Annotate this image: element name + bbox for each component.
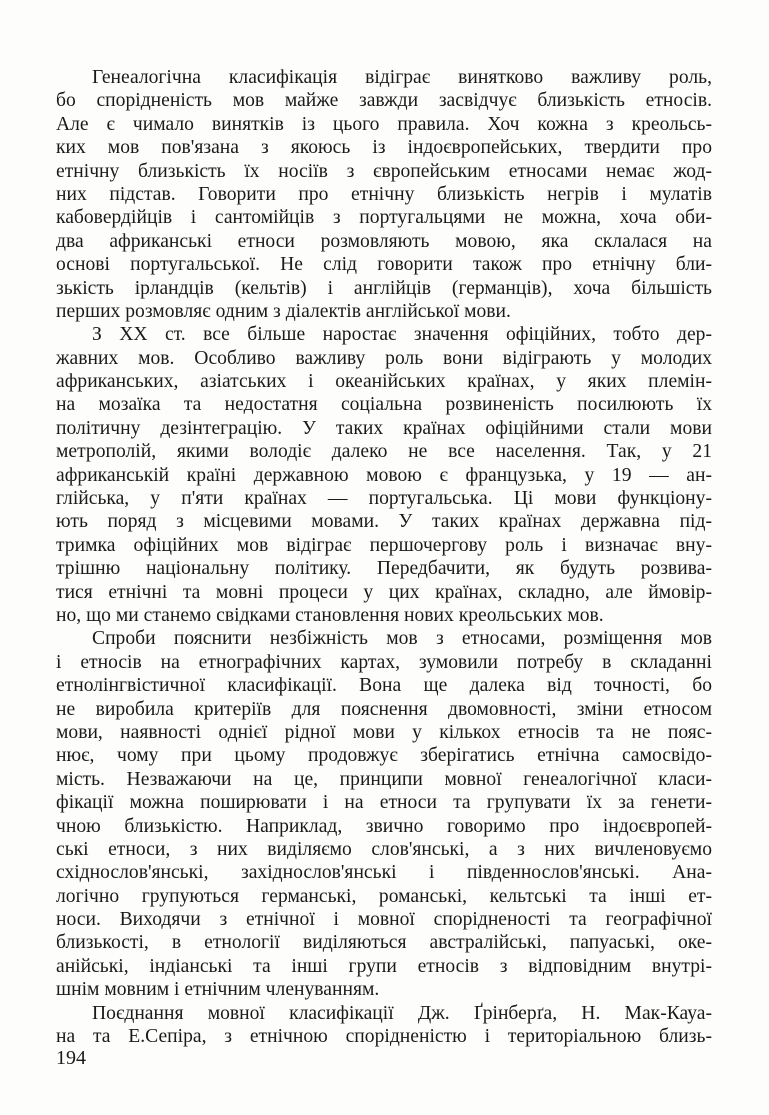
text-line: них підстав. Говорити про етнічну близькість негрів і мулатів: [56, 183, 712, 205]
text-line: на мозаїка та недостатня соціальна розвиненість посилюють їх: [56, 394, 712, 416]
page-number: 194: [56, 1047, 86, 1069]
text-line: бо спорідненість мов майже завжди засвідчує близькість етносів.: [56, 90, 712, 112]
paragraph-2: [56, 323, 712, 627]
text-line: на та Е.Сепіра, з етнічною спорідненістю і територіальною близь-: [56, 1026, 712, 1048]
text-line: ські етноси, з них виділяємо слов'янські, а з них вичленовуємо: [56, 838, 712, 860]
text-line: африканській країні державною мовою є французька, у 19 — ан-: [56, 464, 712, 486]
text-line: Спроби пояснити незбіжність мов з етносами, розміщення мов: [92, 628, 712, 650]
text-line: ють поряд з місцевими мовами. У таких країнах державна під-: [56, 511, 712, 533]
text-line: етнічну близькість їх носіїв з європейським етносами немає жод-: [56, 160, 712, 182]
text-line: но, що ми станемо свідками становлення нових креольських мов.: [56, 604, 604, 626]
text-line: зькість ірландців (кельтів) і англійців (германців), хоча більшість: [56, 277, 712, 299]
text-line: глійська, у п'яти країнах — португальська. Ці мови функціону-: [56, 488, 712, 510]
text-line: носи. Виходячи з етнічної і мовної спорідненості та географічної: [56, 909, 712, 931]
text-line: Але є чимало винятків із цього правила. Хоч кожна з креольсь-: [56, 113, 712, 135]
paragraph-1: [56, 66, 712, 323]
page-body: [56, 66, 712, 1048]
text-line: мови, наявності однієї рідної мови у кількох етносів та не пояс-: [56, 721, 712, 743]
text-line: східнослов'янські, західнослов'янські і південнослов'янські. Ана-: [56, 862, 712, 884]
text-line: тримка офіційних мов відіграє першочергову роль і визначає вну-: [56, 534, 712, 556]
text-line: тися етнічні та мовні процеси у цих країнах, складно, але ймовір-: [56, 581, 712, 603]
text-line: нює, чому при цьому продовжує зберігатись етнічна самосвідо-: [56, 745, 712, 767]
text-line: основі португальської. Не слід говорити також про етнічну бли-: [56, 254, 712, 276]
text-line: З XX ст. все більше наростає значення офіційних, тобто дер-: [92, 324, 712, 346]
text-line: африканських, азіатських і океанійських країнах, у яких племін-: [56, 371, 712, 393]
text-line: і етносів на етнографічних картах, зумовили потребу в складанні: [56, 651, 712, 673]
text-line: перших розмовляє одним з діалектів англійської мови.: [56, 300, 511, 322]
text-line: чною близькістю. Наприклад, звично говоримо про індоєвропей-: [56, 815, 712, 837]
text-line: близькості, в етнології виділяються австралійські, папуаські, оке-: [56, 932, 712, 954]
text-line: анійські, індіанські та інші групи етносів з відповідним внутрі-: [56, 955, 712, 977]
text-line: два африканські етноси розмовляють мовою, яка склалася на: [56, 230, 712, 252]
text-line: метрополій, якими володіє далеко не все населення. Так, у 21: [56, 441, 712, 463]
paragraph-4: [56, 1002, 712, 1049]
text-line: Поєднання мовної класифікації Дж. Ґрінберґа, Н. Мак-Кауа-: [92, 1002, 712, 1024]
text-line: ких мов пов'язана з якоюсь із індоєвропейських, твердити про: [56, 137, 712, 159]
text-line: Генеалогічна класифікація відіграє винятково важливу роль,: [92, 67, 712, 88]
text-line: не виробила критеріїв для пояснення двомовності, зміни етносом: [56, 698, 712, 720]
text-line: мість. Незважаючи на це, принципи мовної генеалогічної класи-: [56, 768, 712, 790]
text-line: фікації можна поширювати і на етноси та групувати їх за генети-: [56, 792, 712, 814]
text-line: кабовердійців і сантомійців з португальцями не можна, хоча оби-: [56, 207, 712, 229]
text-line: етнолінгвістичної класифікації. Вона ще далека від точності, бо: [56, 675, 712, 697]
text-line: жавних мов. Особливо важливу роль вони відіграють у молодих: [56, 347, 712, 369]
text-line: трішню національну політику. Передбачити, як будуть розвива-: [56, 558, 712, 580]
text-line: шнім мовним і етнічним членуванням.: [56, 979, 380, 1001]
paragraph-3: [56, 627, 712, 1001]
text-line: логічно групуються германські, романські, кельтські та інші ет-: [56, 885, 712, 907]
text-line: політичну дезінтеграцію. У таких країнах офіційними стали мови: [56, 417, 712, 439]
